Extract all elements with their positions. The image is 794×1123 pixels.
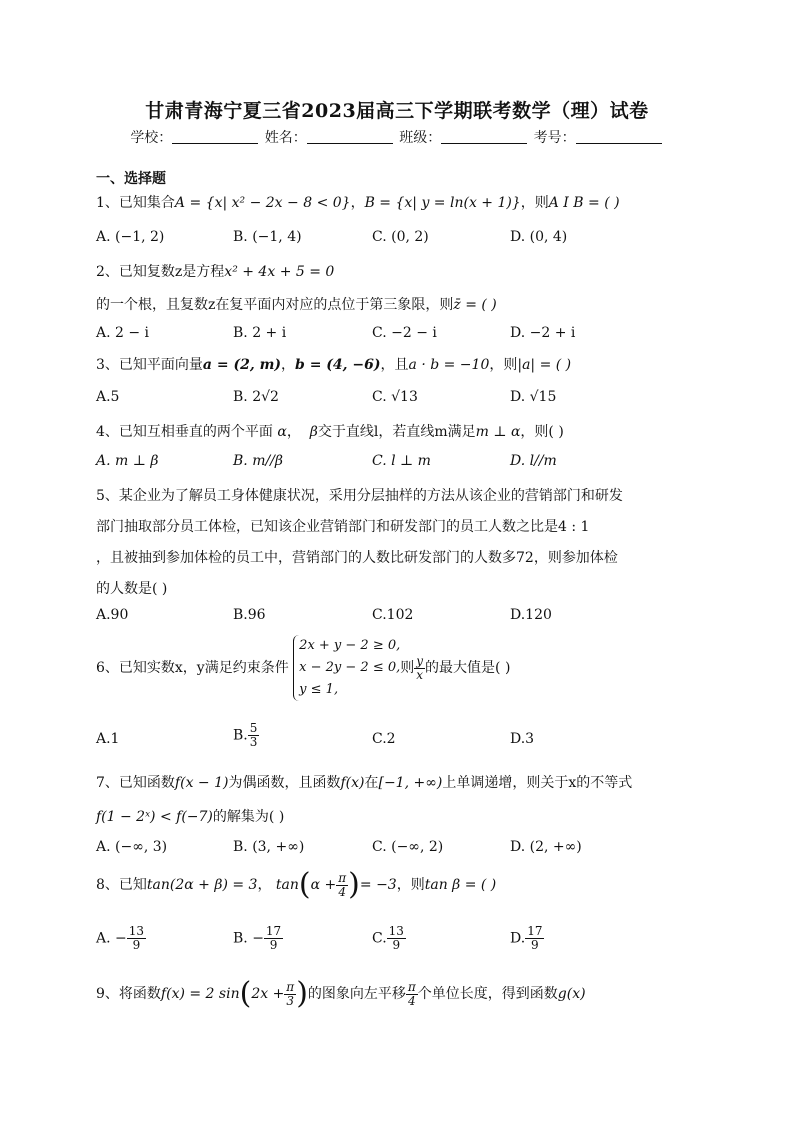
- question-9: [96, 976, 586, 1011]
- q3-vector-a: a = (2, m): [202, 357, 282, 373]
- student-info-line: [0, 127, 794, 147]
- q7-text-3: 上单调递增，则关于x的不等式: [442, 775, 633, 791]
- q8-four: 4: [338, 884, 347, 899]
- q8-option-b-den: 9: [269, 938, 278, 952]
- q6-option-c: C.2: [372, 731, 396, 747]
- q6-frac-den: x: [416, 667, 424, 682]
- q5-option-c: C.102: [372, 607, 414, 623]
- number-blank: [576, 129, 662, 144]
- q8-tan: tan: [275, 877, 299, 893]
- q4-option-c: C. l ⊥ m: [372, 453, 431, 469]
- question-2-line-1: [96, 261, 334, 281]
- q3-option-b: B. 2√2: [233, 389, 279, 405]
- q9-fx: f(x) = 2 sin: [160, 986, 240, 1002]
- q9-text-2: 的图象向左平移: [307, 986, 406, 1002]
- q9-three: 3: [286, 993, 295, 1008]
- q9-pi-over-3: [284, 981, 296, 1008]
- q4-ask: ，则( ): [520, 424, 564, 440]
- q5-option-b: B.96: [233, 607, 266, 623]
- q1-option-d: D. (0, 4): [510, 229, 568, 245]
- q6-option-d: D.3: [510, 731, 535, 747]
- q6-frac-num: y: [416, 653, 424, 668]
- q3-option-a: A.5: [96, 389, 120, 405]
- question-7-line-1: [96, 772, 632, 792]
- q8-option-c-num: 13: [388, 924, 404, 938]
- q6-ask: 的最大值是( ): [425, 660, 511, 676]
- question-5-line-1: 5、某企业为了解员工身体健康状况，采用分层抽样的方法从该企业的营销部门和研发: [96, 488, 623, 504]
- q8-option-b-num: 17: [265, 924, 282, 938]
- q9-text-3: 个单位长度，得到函数: [417, 986, 558, 1002]
- q7-text: 7、已知函数: [96, 775, 175, 791]
- q2-option-b: B. 2 + i: [233, 325, 287, 341]
- question-2-line-2: [96, 294, 497, 314]
- q9-pi-over-4: [406, 981, 418, 1008]
- q8-ask: tan β = ( ): [424, 877, 497, 893]
- q1-option-c: C. (0, 2): [372, 229, 429, 245]
- q9-text: 9、将函数: [96, 986, 161, 1002]
- school-blank: [172, 129, 258, 144]
- q9-pi-2: π: [407, 979, 416, 994]
- q6-constraint-2: x − 2y − 2 ≤ 0,: [299, 660, 401, 675]
- q6-constraint-system: [293, 635, 400, 701]
- q8-sep: ，: [257, 877, 272, 893]
- q9-four: 4: [408, 993, 416, 1008]
- q6-then: 则: [400, 660, 415, 676]
- class-blank: [441, 129, 527, 144]
- q8-then: ，则: [396, 877, 425, 893]
- q8-option-a-label: A. −: [96, 930, 127, 947]
- q7-in: 在: [364, 775, 379, 791]
- q8-option-c-label: C.: [372, 930, 387, 947]
- q5-option-d: D.120: [510, 607, 552, 623]
- q8-option-a-fraction: [127, 925, 146, 952]
- q4-condition: m ⊥ α: [475, 424, 521, 440]
- q7-option-a: A. (−∞, 3): [96, 839, 168, 855]
- q1-then: ，则: [520, 195, 549, 211]
- q8-option-a: [96, 925, 146, 952]
- q8-option-b-fraction: [264, 925, 283, 952]
- question-5-line-2: 部门抽取部分员工体检，已知该企业营销部门和研发部门的员工人数之比是4 : 1: [96, 519, 590, 535]
- q1-set-b: B = {x| y = ln(x + 1)}: [364, 195, 521, 211]
- q6-option-b-label: B.: [233, 727, 248, 744]
- q3-text: 3、已知平面向量: [96, 357, 203, 373]
- question-1: [96, 192, 620, 212]
- q6-option-a: A.1: [96, 731, 120, 747]
- q1-ask: A I B = ( ): [548, 195, 620, 211]
- q7-option-d: D. (2, +∞): [510, 839, 582, 855]
- page-title: 甘肃青海宁夏三省2023届高三下学期联考数学（理）试卷: [145, 100, 649, 122]
- question-8: [96, 867, 497, 902]
- q3-ask: |a| = ( ): [517, 357, 572, 373]
- q9-gx: g(x): [557, 986, 586, 1002]
- q8-alpha: α +: [310, 877, 337, 893]
- q7-option-c: C. (−∞, 2): [372, 839, 444, 855]
- q4-comma: ，: [286, 424, 301, 440]
- q3-vector-b: b = (4, −6): [295, 357, 381, 373]
- q8-option-d-label: D.: [510, 930, 526, 947]
- q8-option-d-den: 9: [531, 938, 539, 952]
- q8-option-d: [510, 925, 544, 952]
- q4-text-2: 交于直线l，若直线m满足: [317, 424, 476, 440]
- q2-option-d: D. −2 + i: [510, 325, 576, 341]
- q4-text: 4、已知互相垂直的两个平面: [96, 424, 273, 440]
- q2-option-c: C. −2 − i: [372, 325, 437, 341]
- q7-option-b: B. (3, +∞): [233, 839, 305, 855]
- q9-pi: π: [286, 979, 295, 994]
- q1-comma: ，: [350, 195, 365, 211]
- q8-option-d-fraction: [525, 925, 544, 952]
- question-7-line-2: [96, 806, 284, 826]
- question-5-line-3: ，且被抽到参加体检的员工中，营销部门的人数比研发部门的人数多72，则参加体检: [96, 550, 618, 566]
- q8-paren-open: (: [298, 867, 311, 902]
- q5-option-a: A.90: [96, 607, 129, 623]
- q2-equation: x² + 4x + 5 = 0: [224, 264, 335, 280]
- q8-paren-close: ): [348, 867, 360, 902]
- q6-option-b-den: 3: [249, 735, 258, 749]
- q6-constraint-3: y ≤ 1,: [299, 682, 339, 697]
- q6-option-b-num: 5: [249, 721, 258, 735]
- q8-option-c-den: 9: [392, 938, 401, 952]
- q8-option-c: [372, 925, 406, 952]
- q9-inner: 2x +: [251, 986, 285, 1002]
- q4-option-a: A. m ⊥ β: [96, 453, 159, 469]
- q2-ask: z̄ = ( ): [453, 297, 497, 313]
- q4-alpha: α: [277, 424, 287, 440]
- q8-eq-1: tan(2α + β) = 3: [146, 877, 258, 893]
- q7-ask: 的解集为( ): [212, 809, 285, 825]
- name-blank: [307, 129, 393, 144]
- q4-option-d: D. l//m: [510, 453, 557, 469]
- q2-text-2: 的一个根，且复数z在复平面内对应的点位于第三象限，则: [96, 297, 454, 313]
- q7-text-2: 为偶函数，且函数: [228, 775, 341, 791]
- q6-fraction: [414, 655, 425, 682]
- q4-beta: β: [309, 424, 318, 440]
- q8-eq-2: = −3: [359, 877, 397, 893]
- q8-option-a-den: 9: [132, 938, 141, 952]
- name-label: 姓名：: [264, 130, 307, 146]
- school-label: 学校：: [130, 130, 173, 146]
- q3-then: ，则: [489, 357, 518, 373]
- q2-option-a: A. 2 − i: [96, 325, 150, 341]
- q8-option-b-label: B. −: [233, 930, 264, 947]
- q8-option-c-fraction: [387, 925, 406, 952]
- q6-option-b-fraction: [248, 722, 260, 749]
- q7-interval: [−1, +∞): [378, 775, 443, 791]
- q1-option-a: A. (−1, 2): [96, 229, 165, 245]
- question-4: [96, 421, 564, 441]
- q9-paren-close: ): [296, 976, 308, 1011]
- q3-dot: a · b = −10: [408, 357, 490, 373]
- q3-option-c: C. √13: [372, 389, 418, 405]
- question-3: [96, 354, 571, 374]
- q7-fx: f(x): [340, 775, 365, 791]
- q1-text: 1、已知集合: [96, 195, 175, 211]
- q7-fx-1: f(x − 1): [174, 775, 229, 791]
- q3-and: ，且: [380, 357, 409, 373]
- q6-text: 6、已知实数x，y满足约束条件: [96, 660, 289, 676]
- question-5-line-4: 的人数是( ): [96, 581, 168, 597]
- q1-set-a: A = {x| x² − 2x − 8 < 0}: [174, 195, 351, 211]
- question-6: [96, 635, 510, 701]
- q2-text: 2、已知复数z是方程: [96, 264, 225, 280]
- q8-pi-over-4: [336, 872, 348, 899]
- q6-constraint-1: 2x + y − 2 ≥ 0,: [299, 638, 401, 653]
- q8-options: [96, 925, 716, 961]
- q8-pi: π: [338, 870, 347, 885]
- q8-text: 8、已知: [96, 877, 147, 893]
- q6-option-b: [233, 722, 259, 749]
- section-heading: 一、选择题: [96, 171, 166, 187]
- number-label: 考号：: [533, 130, 576, 146]
- q1-option-b: B. (−1, 4): [233, 229, 302, 245]
- q8-option-a-num: 13: [128, 924, 145, 938]
- q6-options: [96, 722, 716, 756]
- q8-option-d-num: 17: [527, 924, 543, 938]
- q7-inequality: f(1 − 2ˣ) < f(−7): [96, 809, 213, 825]
- q9-paren-open: (: [239, 976, 252, 1011]
- q8-option-b: [233, 925, 283, 952]
- class-label: 班级：: [399, 130, 442, 146]
- q3-option-d: D. √15: [510, 389, 557, 405]
- q3-comma: ，: [281, 357, 296, 373]
- q4-option-b: B. m//β: [233, 453, 283, 469]
